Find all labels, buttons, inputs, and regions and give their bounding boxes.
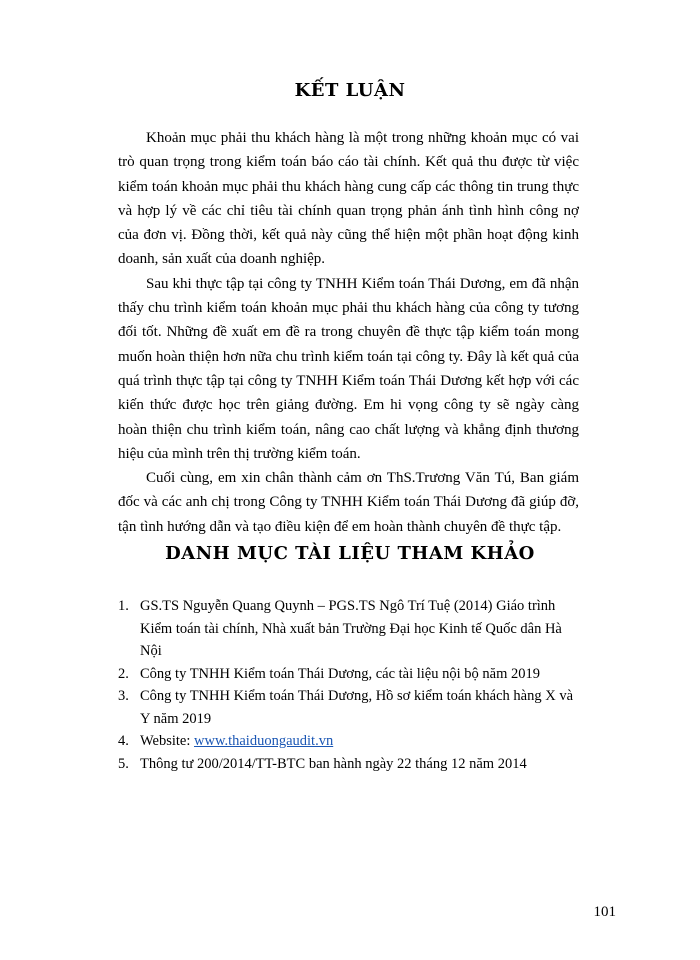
reference-text: Công ty TNHH Kiểm toán Thái Dương, các tài liệu nội bộ năm 2019 — [140, 665, 540, 682]
reference-number: 1. — [118, 598, 129, 614]
website-link[interactable]: www.thaiduongaudit.vn — [194, 733, 334, 749]
conclusion-body — [118, 126, 579, 539]
reference-text: Thông tư 200/2014/TT-BTC ban hành ngày 22 tháng 12 năm 2014 — [140, 755, 527, 772]
reference-item — [118, 685, 579, 730]
reference-website-label: Website: — [140, 733, 194, 749]
reference-number: 2. — [118, 665, 129, 682]
reference-number: 5. — [118, 755, 129, 772]
references-list — [118, 595, 579, 775]
reference-text: GS.TS Nguyễn Quang Quynh – PGS.TS Ngô Trí Tuệ (2014) Giáo trình Kiểm toán tài chính, Nhà xuất bản Trường Đại học Kinh tế Quốc dân Hà Nội — [140, 598, 562, 659]
references-title: DANH MỤC TÀI LIỆU THAM KHẢO — [165, 543, 535, 564]
reference-item — [118, 753, 579, 776]
conclusion-paragraph-3: Cuối cùng, em xin chân thành cảm ơn ThS.Trương Văn Tú, Ban giám đốc và các anh chị trong Công ty TNHH Kiểm toán Thái Dương đã giúp đỡ, tận tình hướng dẫn và tạo điều kiện để em hoàn thành chuyên đề thực tập. — [118, 470, 579, 535]
conclusion-title: KẾT LUẬN — [294, 80, 406, 101]
reference-number: 3. — [118, 688, 129, 704]
reference-text: Công ty TNHH Kiểm toán Thái Dương, Hồ sơ kiểm toán khách hàng X và Y năm 2019 — [140, 688, 574, 727]
reference-number: 4. — [118, 733, 129, 749]
reference-item — [118, 663, 579, 686]
conclusion-paragraph-2: Sau khi thực tập tại công ty TNHH Kiểm toán Thái Dương, em đã nhận thấy chu trình kiểm toán khoản mục phải thu khách hàng của công ty tương đối tốt. Những đề xuất em đề ra trong chuyên đề thực tập kiểm toán mong muốn hoàn thiện hơn nữa chu trình kiểm toán tại công ty. Đây là kết quả của quá trình thực tập tại công ty TNHH Kiểm toán Thái Dương kết hợp với các kiến thức được học trên giảng đường. Em hi vọng công ty sẽ ngày càng hoàn thiện chu trình kiểm toán, nâng cao chất lượng và khẳng định thương hiệu của mình trên thị trường kiểm toán. — [118, 275, 579, 462]
reference-item — [118, 595, 579, 663]
reference-item — [118, 730, 579, 753]
conclusion-paragraph-1: Khoản mục phải thu khách hàng là một trong những khoản mục có vai trò quan trọng trong kiểm toán báo cáo tài chính. Kết quả thu được từ việc kiểm toán khoản mục phải thu khách hàng cung cấp các thông tin trung thực và hợp lý về các chỉ tiêu tài chính quan trọng phản ánh tình hình công nợ của đơn vị. Đồng thời, kết quả này cũng thể hiện một phần hoạt động kinh doanh, sản xuất của doanh nghiệp. — [118, 130, 579, 268]
page-number: 101 — [593, 904, 616, 920]
